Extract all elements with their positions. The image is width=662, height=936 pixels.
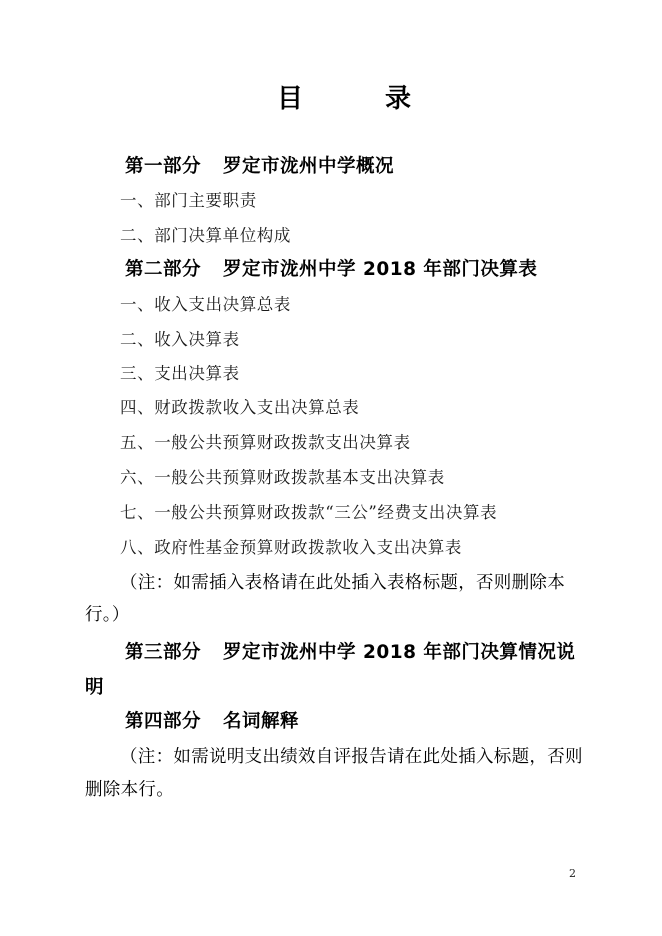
toc-note-tables-line-2: 行。） (85, 605, 130, 625)
toc-item-unit-composition[interactable]: 二、部门决算单位构成 (120, 226, 291, 245)
toc-note-performance-line-1: （注：如需说明支出绩效自评报告请在此处插入标题，否则 (120, 747, 583, 767)
toc-part-3-heading[interactable] (125, 641, 575, 665)
part-title: 罗定市泷州中学概况 (223, 156, 395, 177)
toc-part-1-heading[interactable] (125, 155, 394, 179)
toc-title (0, 82, 662, 116)
toc-item-responsibilities[interactable]: 一、部门主要职责 (120, 191, 257, 210)
toc-item-table-6[interactable]: 六、一般公共预算财政拨款基本支出决算表 (120, 468, 445, 487)
part-label: 第三部分 (125, 642, 202, 663)
toc-part-2-heading[interactable] (125, 258, 537, 282)
part-title: 罗定市泷州中学 2018 年部门决算表 (223, 259, 538, 280)
toc-item-table-5[interactable]: 五、一般公共预算财政拨款支出决算表 (120, 433, 411, 452)
toc-item-table-8[interactable]: 八、政府性基金预算财政拨款收入支出决算表 (120, 538, 462, 557)
toc-item-table-7[interactable]: 七、一般公共预算财政拨款“三公”经费支出决算表 (120, 503, 498, 522)
page-number: 2 (569, 867, 576, 880)
part-title: 罗定市泷州中学 2018 年部门决算情况说 (223, 642, 576, 663)
toc-note-tables-line-1: （注：如需插入表格请在此处插入表格标题，否则删除本 (120, 573, 565, 593)
part-title: 名词解释 (223, 711, 300, 732)
part-label: 第一部分 (125, 156, 202, 177)
toc-item-table-4[interactable]: 四、财政拨款收入支出决算总表 (120, 398, 360, 417)
part-label: 第四部分 (125, 711, 202, 732)
toc-item-table-3[interactable]: 三、支出决算表 (120, 364, 240, 383)
toc-item-table-2[interactable]: 二、收入决算表 (120, 330, 240, 349)
part-label: 第二部分 (125, 259, 202, 280)
toc-title-char-2: 录 (385, 84, 412, 114)
toc-title-char-1: 目 (277, 84, 304, 114)
toc-item-table-1[interactable]: 一、收入支出决算总表 (120, 295, 291, 314)
toc-note-performance-line-2: 删除本行。 (85, 780, 174, 800)
toc-part-4-heading[interactable] (125, 710, 299, 734)
toc-part-3-heading-wrap[interactable]: 明 (85, 677, 105, 698)
